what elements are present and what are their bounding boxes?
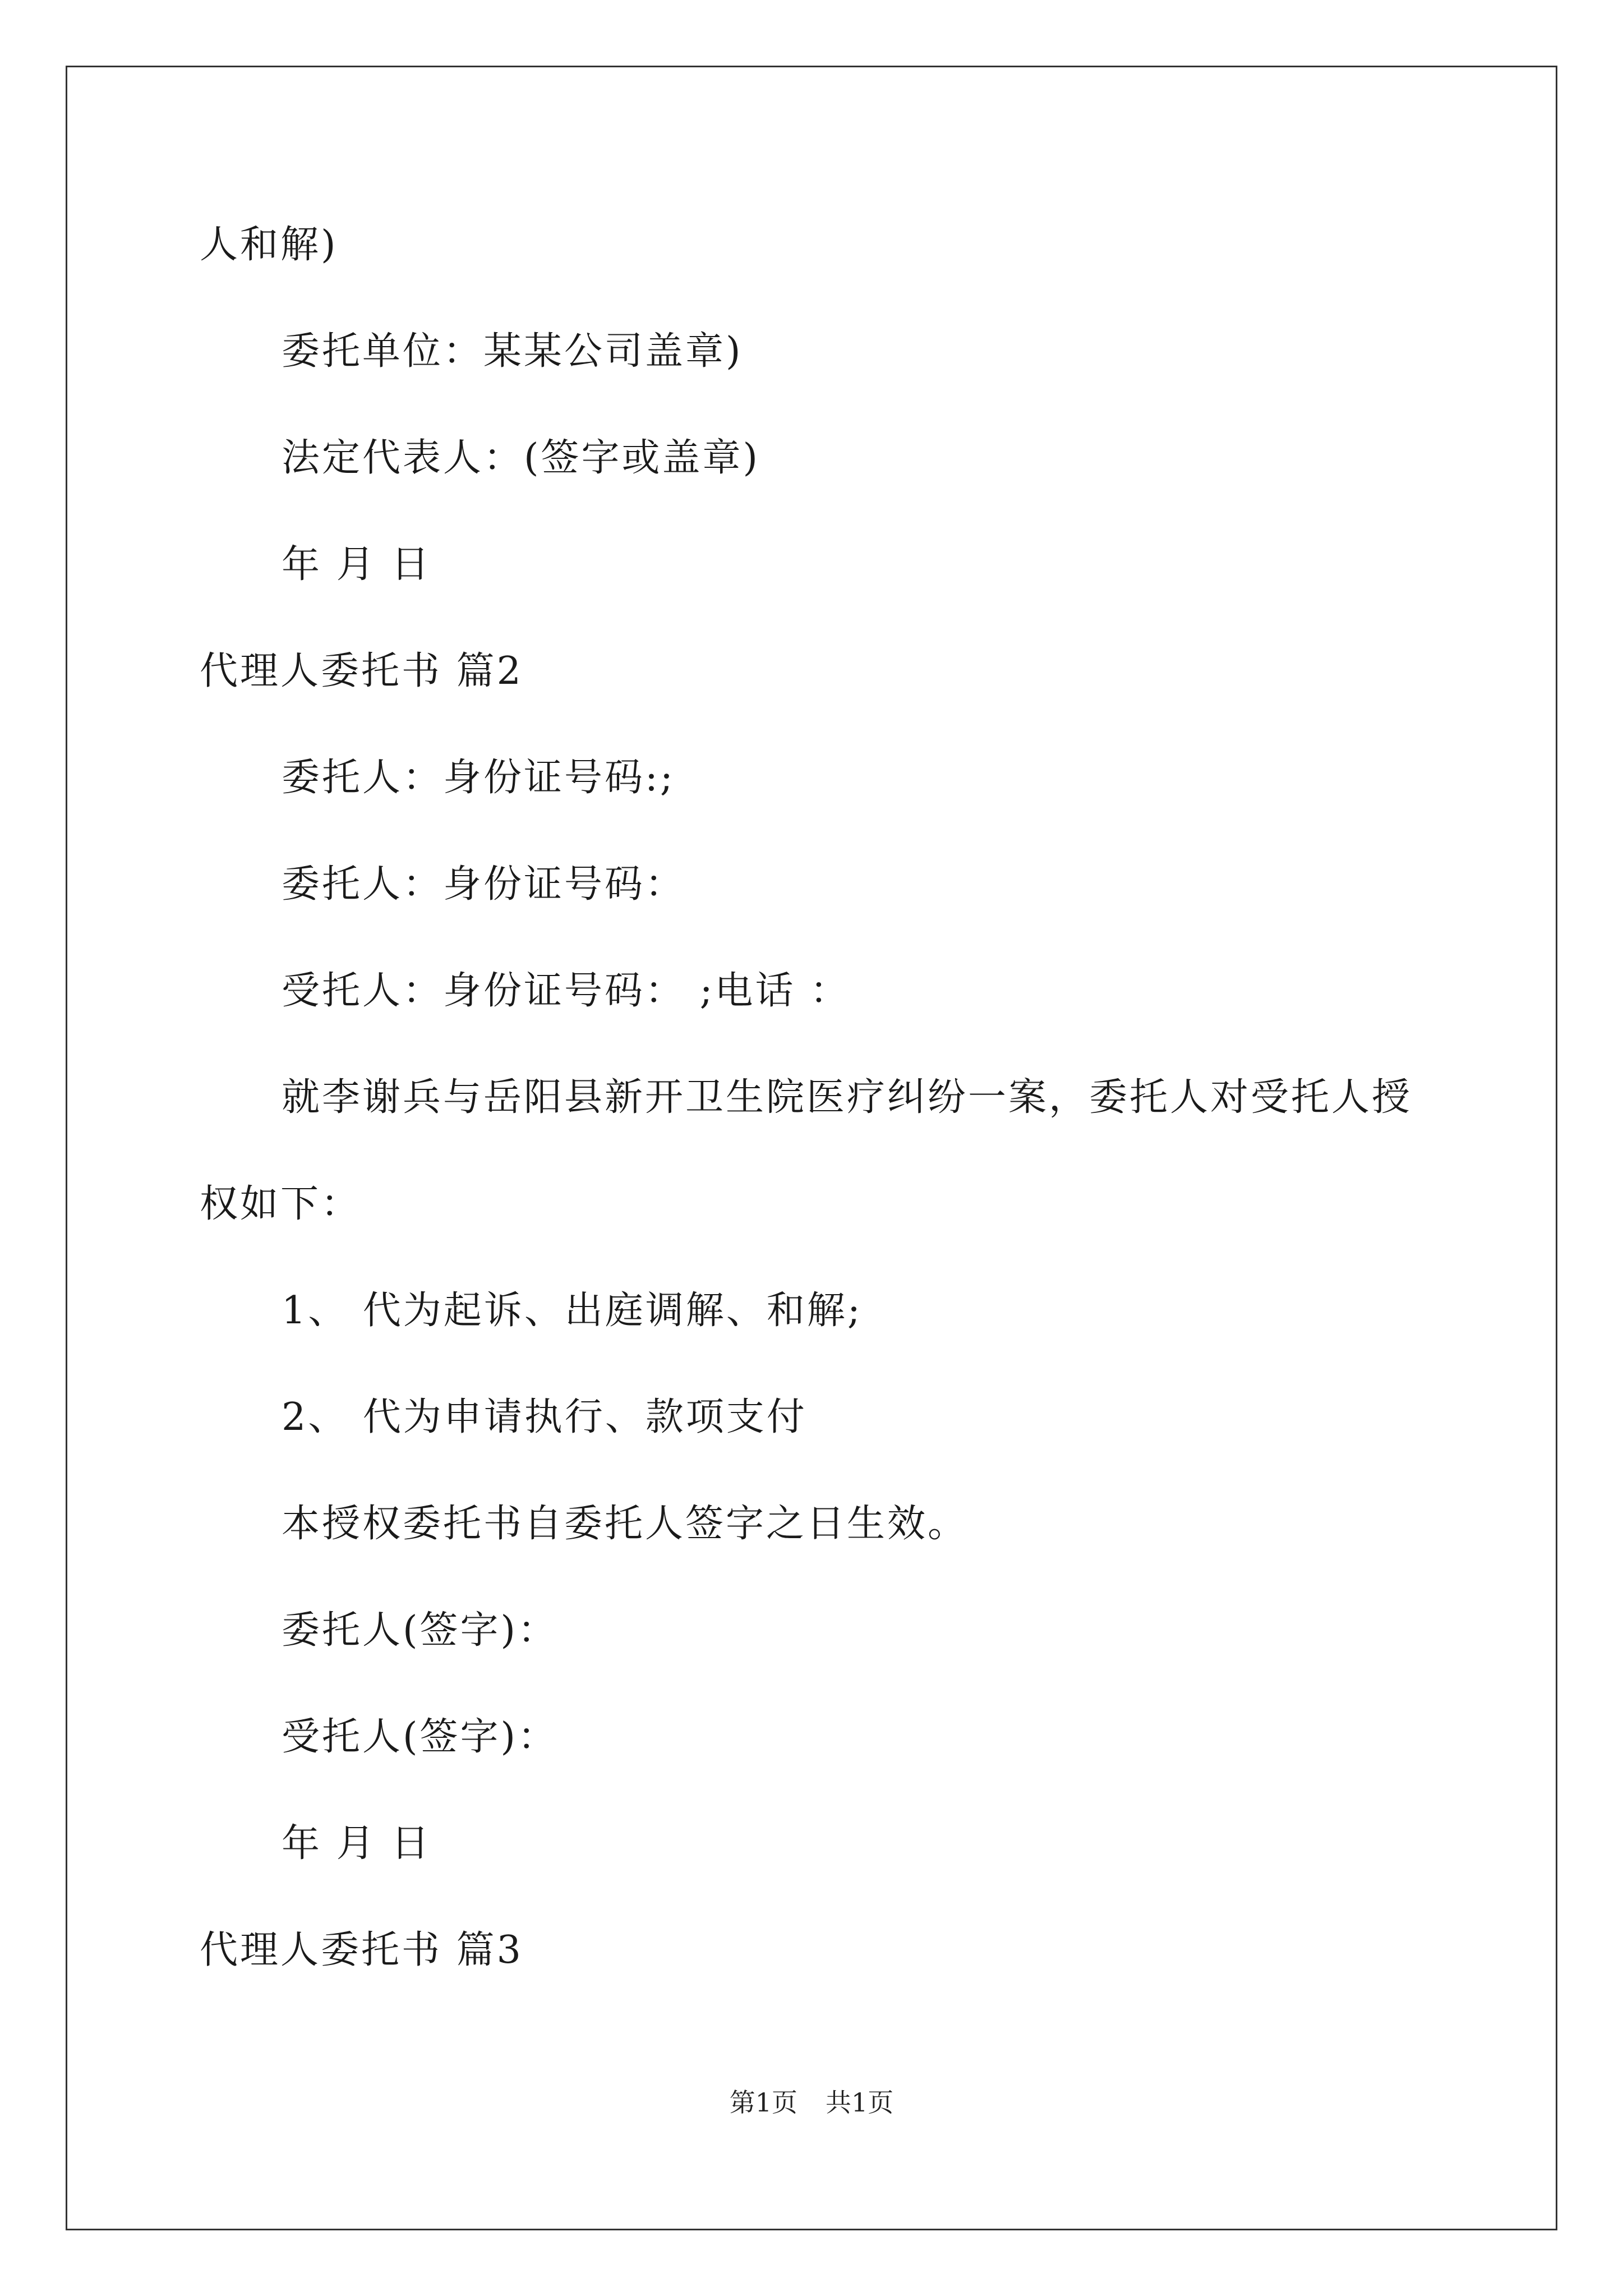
list-item-authorization-1: 1、 代为起诉、出庭调解、和解;: [282, 1289, 863, 1333]
section-heading-3: 代理人委托书 篇3: [200, 1928, 523, 1972]
text-line-agent: 受托人：身份证号码： ;电话 ：: [282, 969, 851, 1013]
text-line-principal-1: 委托人：身份证号码:;: [282, 756, 675, 800]
section-heading-2: 代理人委托书 篇2: [200, 649, 523, 693]
text-line-principal-signature: 委托人(签字)：: [282, 1608, 559, 1653]
text-line-legal-representative: 法定代表人：(签字或盖章): [282, 436, 760, 480]
page-number-total: 共1页: [826, 2087, 894, 2118]
text-line-case-description: 就李谢兵与岳阳县新开卫生院医疗纠纷一案，委托人对受托人授: [282, 1075, 1413, 1120]
text-line-principal-2: 委托人：身份证号码：: [282, 862, 686, 907]
page-number-current: 第1页: [729, 2087, 797, 2118]
page-border: [66, 66, 1557, 2230]
page-footer: [0, 2086, 1623, 2119]
text-line-continuation: 人和解): [200, 223, 338, 267]
list-item-authorization-2: 2、 代为申请执行、款项支付: [282, 1395, 807, 1439]
text-line-agent-signature: 受托人(签字)：: [282, 1715, 559, 1759]
text-line-effective-clause: 本授权委托书自委托人签字之日生效。: [282, 1502, 969, 1546]
text-line-authorization-intro: 权如下：: [200, 1182, 362, 1226]
text-line-date-1: 年 月 日: [282, 542, 432, 587]
text-line-entrusting-unit: 委托单位：某某公司盖章): [282, 329, 743, 374]
text-line-date-2: 年 月 日: [282, 1821, 432, 1866]
